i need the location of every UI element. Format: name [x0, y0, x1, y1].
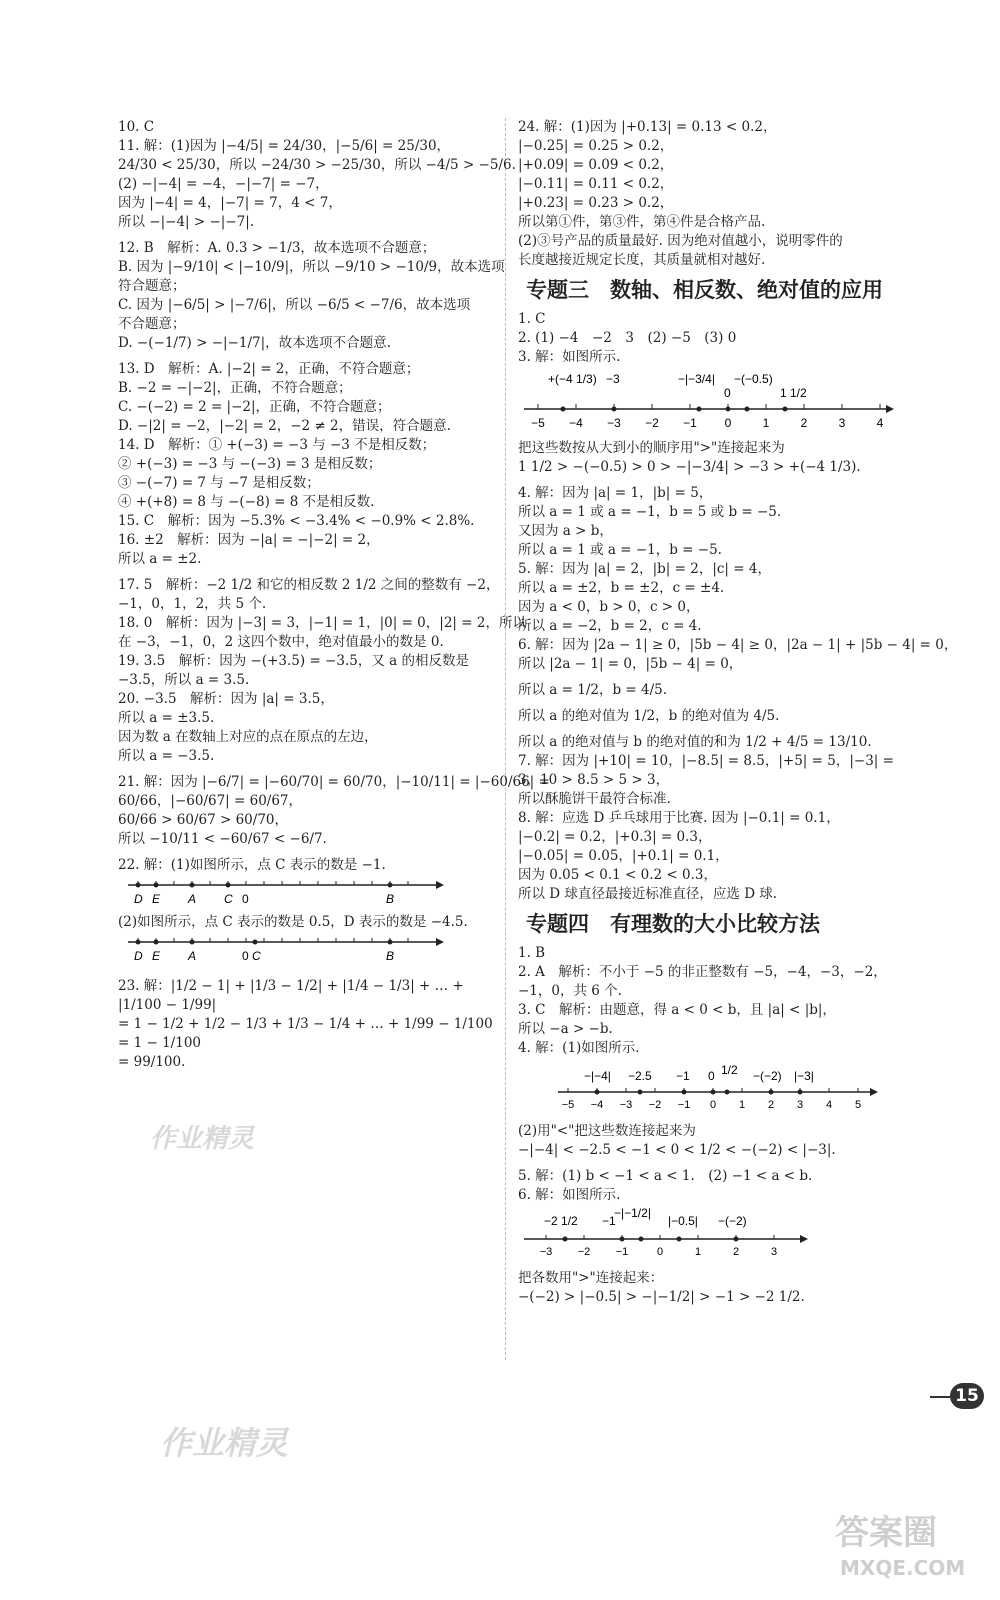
answer-line: 符合题意； [118, 278, 186, 294]
answer-line: 所以 a = 1 或 a = −1，b = 5 或 b = −5. [518, 504, 782, 520]
svg-text:−3: −3 [607, 416, 621, 430]
svg-text:−2: −2 [648, 1099, 662, 1111]
answer-line: 在 −3，−1，0，2 这四个数中，绝对值最小的数是 0. [118, 634, 444, 650]
answer-line: 因为 |−4| = 4，|−7| = 7，4 < 7， [118, 195, 342, 211]
axis-label: A [188, 949, 197, 963]
watermark: 作业精灵 [150, 1124, 255, 1154]
answer-line: 所以 a = 1 或 a = −1，b = −5. [518, 542, 722, 558]
answer-line: 所以 −a > −b. [518, 1021, 613, 1037]
answer-line: 22. 解：(1)如图所示，点 C 表示的数是 −1. [118, 857, 386, 873]
right-column [518, 118, 958, 1307]
svg-text:−1: −1 [677, 1099, 691, 1111]
answer-line: 4. 解：(1)如图所示. [518, 1040, 640, 1056]
svg-text:−1: −1 [683, 416, 697, 430]
number-line-topic4-4 [518, 1058, 898, 1118]
svg-text:1: 1 [762, 416, 770, 430]
answer-line: (2)③号产品的质量最好. 因为绝对值越小，说明零件的 [518, 233, 843, 249]
answer-line: (2) −|−4| = −4，−|−7| = −7， [118, 176, 329, 192]
answer-line: 14. D 解析：① +(−3) = −3 与 −3 不是相反数； [118, 437, 436, 453]
answer-line: 所以 a = ±2，b = ±2，c = ±4. [518, 580, 725, 596]
page-number-bar [930, 1396, 950, 1398]
answer-line: 所以酥脆饼干最符合标准. [518, 791, 671, 807]
axis-label: C [252, 949, 261, 963]
axis-label: 0 [242, 892, 249, 906]
axis-label: C [224, 892, 233, 906]
axis-label: D [134, 949, 143, 963]
answer-line: 5. 解：因为 |a| = 2，|b| = 2，|c| = 4， [518, 561, 771, 577]
svg-text:−2: −2 [645, 416, 659, 430]
answer-line: 17. 5 解析：−2 1/2 和它的相反数 2 1/2 之间的整数有 −2， [118, 577, 500, 593]
svg-text:−3: −3 [539, 1246, 553, 1258]
answer-line: B. −2 = −|−2|，正确，不符合题意； [118, 380, 352, 396]
answer-line: 2. A 解析：不小于 −5 的非正整数有 −5，−4，−3，−2， [518, 964, 887, 980]
answer-line: 因为 a < 0，b > 0，c > 0， [518, 599, 700, 615]
answer-line: |1/100 − 1/99| [118, 997, 217, 1013]
svg-text:−3: −3 [619, 1099, 633, 1111]
answer-line: B. 因为 |−9/10| < |−10/9|，所以 −9/10 > −10/9，故本选项 [118, 259, 505, 275]
watermark: 答案圈 [835, 1513, 937, 1553]
section-title-topic4: 专题四 有理数的大小比较方法 [526, 912, 820, 936]
answer-line: 20. −3.5 解析：因为 |a| = 3.5， [118, 691, 334, 707]
answer-line: 所以 D 球直径最接近标准直径，应选 D 球. [518, 886, 778, 902]
svg-text:4: 4 [876, 416, 884, 430]
answer-line: 所以 a = −2，b = 2，c = 4. [518, 618, 702, 634]
answer-line: 10. C [118, 119, 155, 135]
answer-line: 11. 解：(1)因为 |−4/5| = 24/30，|−5/6| = 25/30， [118, 138, 451, 154]
axis-label: |−3| [794, 1069, 814, 1083]
answer-line: 24/30 < 25/30，所以 −24/30 > −25/30，所以 −4/5 > −5/6. [118, 157, 516, 173]
axis-label: 1 1/2 [780, 386, 807, 400]
svg-text:3: 3 [838, 416, 846, 430]
answer-line: 所以 a 的绝对值为 1/2，b 的绝对值为 4/5. [518, 708, 780, 724]
answer-line: 长度越接近规定长度，其质量就相对越好. [518, 252, 766, 268]
answer-line: 3. C 解析：由题意，得 a < 0 < b，且 |a| < |b|， [518, 1002, 836, 1018]
answer-line: 所以 −10/11 < −60/67 < −6/7. [118, 831, 327, 847]
answer-line: 所以 a 的绝对值与 b 的绝对值的和为 1/2 + 4/5 = 13/10. [518, 734, 872, 750]
number-line-22-2 [118, 932, 448, 966]
section-title-topic3: 专题三 数轴、相反数、绝对值的应用 [526, 278, 883, 302]
answer-line: ③ −(−7) = 7 与 −7 是相反数； [118, 475, 320, 491]
axis-label: −1 [602, 1214, 616, 1228]
answer-line: (2)用"<"把这些数连接起来为 [518, 1123, 696, 1139]
axis-label: 1/2 [721, 1063, 738, 1077]
axis-label: D [134, 892, 143, 906]
watermark: 作业精灵 [160, 1424, 289, 1462]
answer-line: C. 因为 |−6/5| > |−7/6|，所以 −6/5 < −7/6，故本选项 [118, 297, 471, 313]
answer-line: 所以第①件，第③件，第④件是合格产品. [518, 214, 766, 230]
answer-line: 5. 解：(1) b < −1 < a < 1. (2) −1 < a < b. [518, 1168, 813, 1184]
answer-line: 所以 −|−4| > −|−7|. [118, 214, 255, 230]
number-line-topic4-6 [518, 1205, 898, 1265]
answer-line: = 1 − 1/100 [118, 1035, 201, 1051]
svg-text:0: 0 [709, 1099, 717, 1111]
axis-label: −2 1/2 [544, 1214, 578, 1228]
axis-label: |−0.5| [668, 1214, 698, 1228]
column-divider [505, 118, 506, 1360]
answer-line: ④ +(+8) = 8 与 −(−8) = 8 不是相反数. [118, 494, 375, 510]
number-line-topic3 [518, 367, 898, 435]
answer-line: 7. 解：因为 |+10| = 10，|−8.5| = 8.5，|+5| = 5，|−3| = [518, 753, 894, 769]
answer-line: 16. ±2 解析：因为 −|a| = −|−2| = 2， [118, 532, 380, 548]
axis-label: −|−3/4| [678, 372, 715, 386]
answer-line: 60/66 > 60/67 > 60/70， [118, 812, 289, 828]
answer-line: D. −|2| = −2，|−2| = 2，−2 ≠ 2，错误，符合题意. [118, 418, 451, 434]
answer-line: 把各数用">"连接起来： [518, 1270, 664, 1286]
answer-line: 24. 解：(1)因为 |+0.13| = 0.13 < 0.2， [518, 119, 777, 135]
svg-text:−1: −1 [615, 1246, 629, 1258]
axis-label: −|−1/2| [614, 1206, 651, 1220]
answer-line: (2)如图所示，点 C 表示的数是 0.5，D 表示的数是 −4.5. [118, 914, 468, 930]
answer-line: 不合题意； [118, 316, 186, 332]
svg-text:−4: −4 [569, 416, 583, 430]
axis-label: E [152, 892, 161, 906]
answer-line: 因为数 a 在数轴上对应的点在原点的左边， [118, 729, 378, 745]
answer-line: 1 1/2 > −(−0.5) > 0 > −|−3/4| > −3 > +(−4 1/3). [518, 459, 861, 475]
axis-label: 0 [242, 949, 249, 963]
svg-text:5: 5 [854, 1099, 862, 1111]
axis-label: −3 [606, 372, 620, 386]
svg-text:4: 4 [825, 1099, 833, 1111]
answer-line: 6. 解：因为 |2a − 1| ≥ 0，|5b − 4| ≥ 0，|2a − 1| + |5b − 4| = 0， [518, 637, 958, 653]
answer-line: −3.5，所以 a = 3.5. [118, 672, 250, 688]
svg-text:1: 1 [738, 1099, 746, 1111]
svg-text:−5: −5 [561, 1099, 575, 1111]
axis-label: A [188, 892, 197, 906]
answer-line: = 99/100. [118, 1054, 186, 1070]
answer-line: D. −(−1/7) > −|−1/7|，故本选项不合题意. [118, 335, 391, 351]
answer-line: 4. 解：因为 |a| = 1，|b| = 5， [518, 485, 713, 501]
answer-line: 21. 解：因为 |−6/7| = |−60/70| = 60/70，|−10/11| = |−60/66| = [118, 774, 550, 790]
answer-line: 又因为 a > b， [518, 523, 613, 539]
answer-line: 所以 a = ±2. [118, 551, 202, 567]
answer-line: 所以 a = −3.5. [118, 748, 215, 764]
answer-line: 2. (1) −4 −2 3 (2) −5 (3) 0 [518, 330, 737, 346]
answer-line: = 1 − 1/2 + 1/2 − 1/3 + 1/3 − 1/4 + … + 1/99 − 1/100 [118, 1016, 493, 1032]
axis-label: −(−2) [718, 1214, 747, 1228]
svg-text:3: 3 [770, 1246, 778, 1258]
answer-line: 1. C [518, 311, 546, 327]
svg-text:2: 2 [732, 1246, 740, 1258]
axis-label: E [152, 949, 161, 963]
answer-line: 所以 a = ±3.5. [118, 710, 215, 726]
svg-text:2: 2 [800, 416, 808, 430]
number-line-22-1 [118, 875, 448, 909]
answer-line: |−0.2| = 0.2，|+0.3| = 0.3， [518, 829, 712, 845]
answer-line: 18. 0 解析：因为 |−3| = 3，|−1| = 1，|0| = 0，|2| = 2，所以 [118, 615, 526, 631]
answer-line: |−0.25| = 0.25 > 0.2， [518, 138, 674, 154]
axis-label: −1 [676, 1069, 690, 1083]
svg-text:−4: −4 [590, 1099, 604, 1111]
answer-line: 8. 解：应选 D 乒乓球用于比赛. 因为 |−0.1| = 0.1， [518, 810, 840, 826]
axis-label: 0 [724, 386, 731, 400]
answer-line: 6. 解：如图所示. [518, 1187, 621, 1203]
axis-label: B [386, 892, 395, 906]
answer-line: −1，0，共 6 个. [518, 983, 622, 999]
axis-label: −(−0.5) [734, 372, 773, 386]
answer-line: −|−4| < −2.5 < −1 < 0 < 1/2 < −(−2) < |−3|. [518, 1142, 836, 1158]
answer-line: 把这些数按从大到小的顺序用">"连接起来为 [518, 440, 785, 456]
answer-line: 因为 0.05 < 0.1 < 0.2 < 0.3， [518, 867, 717, 883]
answer-line: |+0.23| = 0.23 > 0.2， [518, 195, 674, 211]
watermark: MXQE.COM [840, 1556, 966, 1580]
answer-line: 所以 |2a − 1| = 0，|5b − 4| = 0， [518, 656, 743, 672]
answer-line: |+0.09| = 0.09 < 0.2， [518, 157, 674, 173]
page-number: 15 [950, 1383, 984, 1409]
svg-text:1: 1 [694, 1246, 702, 1258]
answer-line: 15. C 解析：因为 −5.3% < −3.4% < −0.9% < 2.8%. [118, 513, 475, 529]
answer-line: 3，10 > 8.5 > 5 > 3， [518, 772, 670, 788]
answer-line: 1. B [518, 945, 546, 961]
axis-label: B [386, 949, 395, 963]
answer-line: 60/66，|−60/67| = 60/67， [118, 793, 303, 809]
answer-line: 19. 3.5 解析：因为 −(+3.5) = −3.5，又 a 的相反数是 [118, 653, 469, 669]
svg-text:2: 2 [767, 1099, 775, 1111]
axis-label: +(−4 1/3) [548, 372, 597, 386]
svg-text:3: 3 [796, 1099, 804, 1111]
axis-label: −(−2) [753, 1069, 782, 1083]
axis-label: −2.5 [628, 1069, 652, 1083]
answer-line: |−0.05| = 0.05，|+0.1| = 0.1， [518, 848, 729, 864]
axis-label: −|−4| [584, 1069, 611, 1083]
answer-line: 23. 解：|1/2 − 1| + |1/3 − 1/2| + |1/4 − 1/3| + … + [118, 978, 464, 994]
answer-line: −1，0，1，2，共 5 个. [118, 596, 267, 612]
svg-text:−5: −5 [531, 416, 545, 430]
svg-text:−2: −2 [577, 1246, 591, 1258]
answer-line: 所以 a = 1/2，b = 4/5. [518, 682, 668, 698]
axis-label: 0 [708, 1069, 715, 1083]
answer-line: C. −(−2) = 2 = |−2|，正确，不符合题意； [118, 399, 391, 415]
svg-text:0: 0 [656, 1246, 664, 1258]
answer-line: 12. B 解析：A. 0.3 > −1/3，故本选项不合题意； [118, 240, 436, 256]
answer-line: 13. D 解析：A. |−2| = 2，正确，不符合题意； [118, 361, 420, 377]
answer-line: ② +(−3) = −3 与 −(−3) = 3 是相反数； [118, 456, 382, 472]
answer-line: −(−2) > |−0.5| > −|−1/2| > −1 > −2 1/2. [518, 1289, 805, 1305]
answer-line: |−0.11| = 0.11 < 0.2， [518, 176, 674, 192]
svg-text:0: 0 [724, 416, 732, 430]
answer-line: 3. 解：如图所示. [518, 349, 621, 365]
